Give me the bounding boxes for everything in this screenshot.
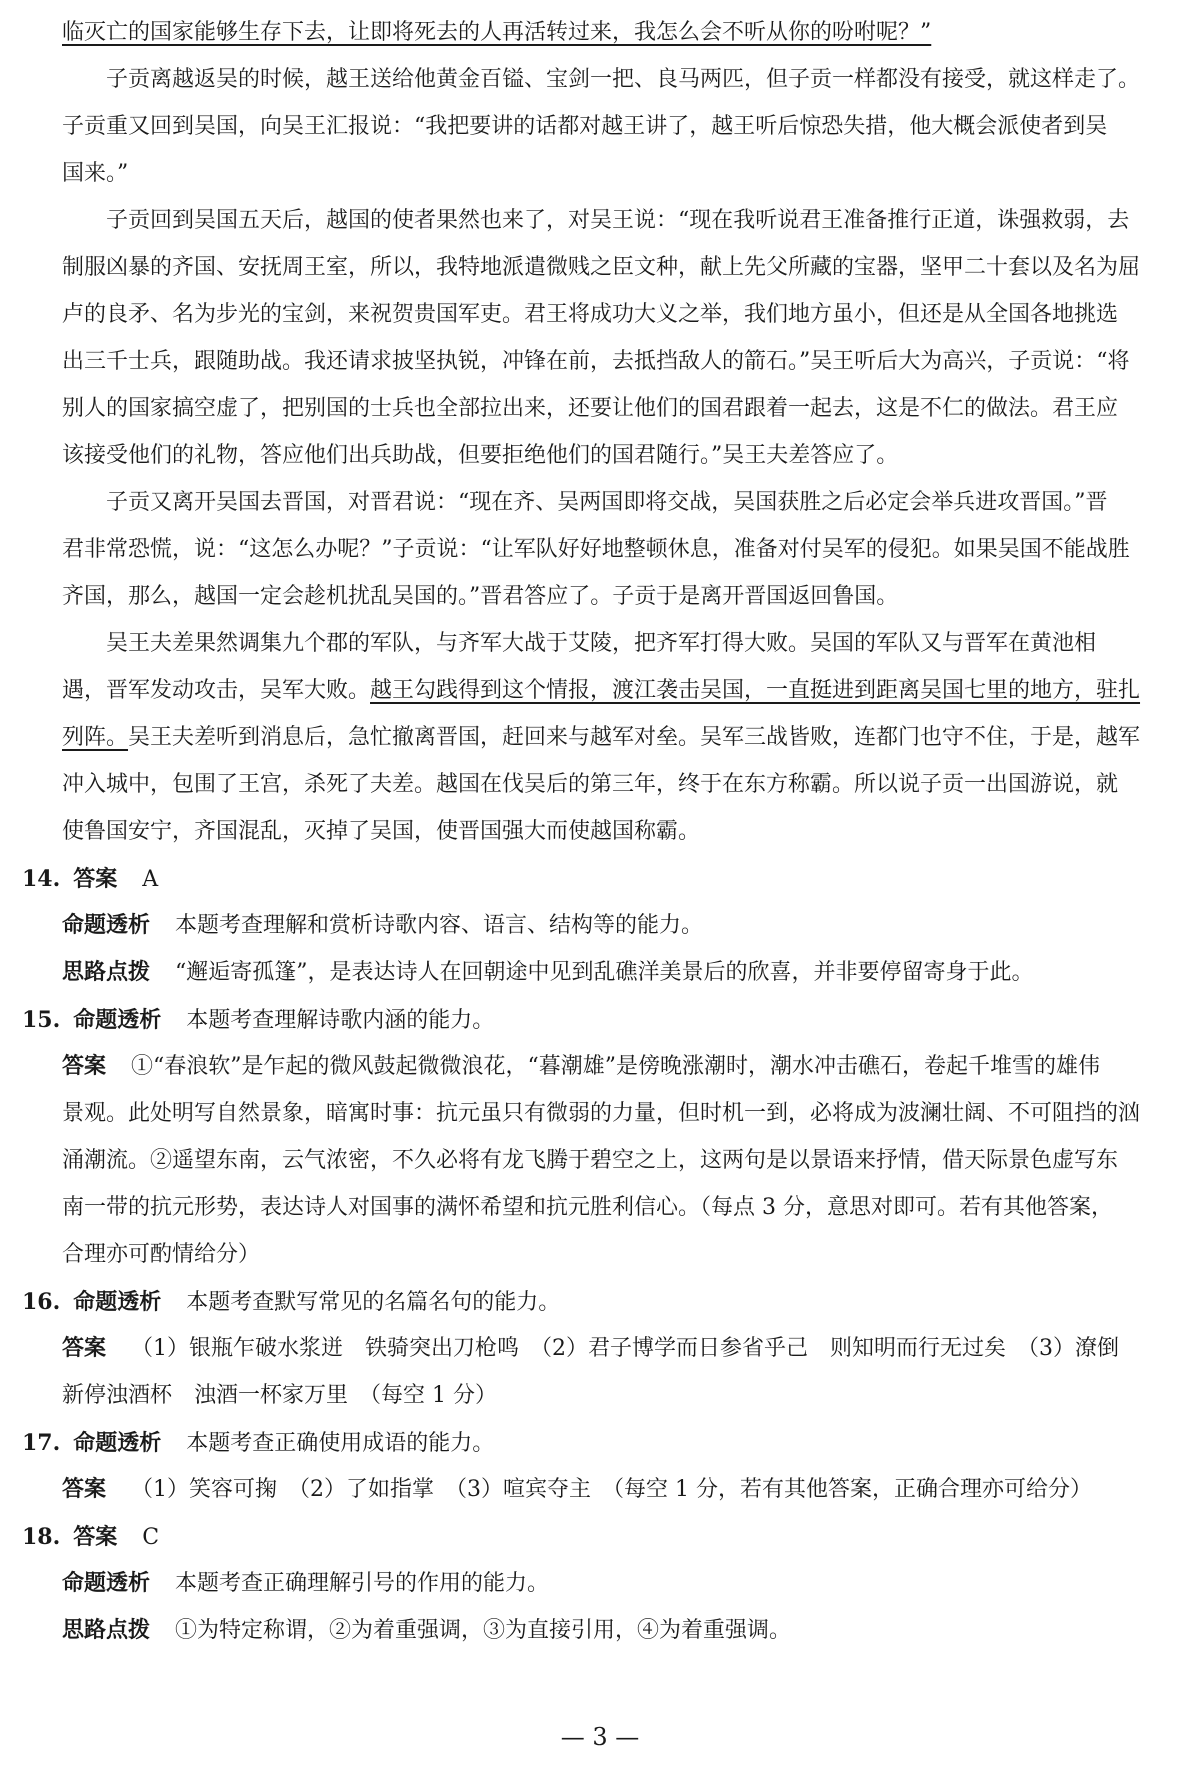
q18-hint-row [62, 1616, 791, 1646]
q16-number: 16. [22, 1289, 61, 1315]
q15-analysis-row [22, 1005, 494, 1035]
q17-answer: （1）笑容可掬 （2）了如指掌 （3）喧宾夺主 （每空 1 分，若有其他答案，正确合理亦可给分） [131, 1477, 1092, 1502]
q16-analysis: 本题考查默写常见的名篇名句的能力。 [186, 1290, 561, 1315]
passage-line-10: 该接受他们的礼物，答应他们出兵助战，但要拒绝他们的国君随行。”吴王夫差答应了。 [62, 443, 899, 468]
q14-number: 14. [22, 866, 61, 892]
q15-analysis: 本题考查理解诗歌内涵的能力。 [186, 1008, 495, 1033]
passage-line-1: 临灭亡的国家能够生存下去，让即将死去的人再活转过来，我怎么会不听从你的吩咐呢？” [62, 20, 932, 45]
q15-answer-line-1: ①“春浪软”是乍起的微风鼓起微微浪花，“暮潮雄”是傍晚涨潮时，潮水冲击礁石，卷起千堆雪的雄伟 [131, 1054, 1101, 1079]
q17-answer-label: 答案 [62, 1477, 107, 1502]
q14-analysis: 本题考查理解和赏析诗歌内容、语言、结构等的能力。 [175, 913, 704, 938]
passage-line-3: 子贡重又回到吴国，向吴王汇报说：“我把要讲的话都对越王讲了，越王听后惊恐失措，他大概会派使者到吴 [62, 114, 1108, 139]
q18-analysis: 本题考查正确理解引号的作用的能力。 [175, 1571, 550, 1596]
passage-line-4: 国来。” [62, 161, 129, 186]
page-number: — 3 — [560, 1723, 640, 1751]
q17-number: 17. [22, 1430, 61, 1456]
q14-hint: “邂逅寄孤篷”，是表达诗人在回朝途中见到乱礁洋美景后的欣喜，并非要停留寄身于此。 [175, 960, 1034, 985]
passage-line-14: 吴王夫差果然调集九个郡的军队，与齐军大战于艾陵，把齐军打得大败。吴国的军队又与晋军在黄池相 [106, 631, 1097, 656]
q18-number: 18. [22, 1524, 61, 1550]
q15-number: 15. [22, 1007, 61, 1033]
q16-answer-label: 答案 [62, 1336, 107, 1361]
passage-line-7: 卢的良矛、名为步光的宝剑，来祝贺贵国军吏。君王将成功大义之举，我们地方虽小，但还是从全国各地挑选 [62, 302, 1119, 327]
q18-hint-label: 思路点拨 [62, 1618, 151, 1643]
q14-answer-row [22, 864, 158, 894]
passage-line-17: 冲入城中，包围了王宫，杀死了夫差。越国在伐吴后的第三年，终于在东方称霸。所以说子贡一出国游说，就 [62, 772, 1119, 797]
q15-answer-line-4: 南一带的抗元形势，表达诗人对国事的满怀希望和抗元胜利信心。（每点 3 分，意思对即可。若有其他答案， [62, 1195, 1113, 1220]
q15-analysis-label: 命题透析 [73, 1008, 162, 1033]
q14-analysis-row [62, 911, 703, 941]
passage-line-11: 子贡又离开吴国去晋国，对晋君说：“现在齐、吴两国即将交战，吴国获胜之后必定会举兵进攻晋国。”晋 [106, 490, 1108, 515]
q16-answer-row [62, 1334, 1119, 1364]
passage-line-18: 使鲁国安宁，齐国混乱，灭掉了吴国，使晋国强大而使越国称霸。 [62, 819, 701, 844]
passage-line-12: 君非常恐慌，说：“这怎么办呢？”子贡说：“让军队好好地整顿休息，准备对付吴军的侵犯。如果吴国不能战胜 [62, 537, 1130, 562]
q15-answer-line-5: 合理亦可酌情给分） [62, 1242, 261, 1267]
passage-line-6: 制服凶暴的齐国、安抚周王室，所以，我特地派遣微贱之臣文种，献上先父所藏的宝器，坚甲二十套以及名为屈 [62, 255, 1141, 280]
q14-answer-label: 答案 [73, 867, 118, 892]
q18-analysis-label: 命题透析 [62, 1571, 151, 1596]
q16-answer-line-2: 新停浊酒杯 浊酒一杯家万里 （每空 1 分） [62, 1383, 497, 1408]
passage-line-2: 子贡离越返吴的时候，越王送给他黄金百镒、宝剑一把、良马两匹，但子贡一样都没有接受，就这样走了。 [106, 67, 1141, 92]
q15-answer-row [62, 1052, 1100, 1082]
q18-answer-row [22, 1522, 159, 1552]
passage-line-15-plain: 遇，晋军发动攻击，吴军大败。 [62, 678, 371, 703]
passage-line-15 [62, 676, 1140, 706]
passage-line-16 [62, 723, 1140, 753]
q17-analysis-row [22, 1428, 494, 1458]
q16-analysis-row [22, 1287, 560, 1317]
q16-analysis-label: 命题透析 [73, 1290, 162, 1315]
q18-analysis-row [62, 1569, 549, 1599]
q17-answer-row [62, 1475, 1092, 1505]
passage-line-5: 子贡回到吴国五天后，越国的使者果然也来了，对吴王说：“现在我听说君王准备推行正道，诛强救弱，去 [106, 208, 1130, 233]
q15-answer-label: 答案 [62, 1054, 107, 1079]
passage-line-9: 别人的国家搞空虚了，把别国的士兵也全部拉出来，还要让他们的国君跟着一起去，这是不仁的做法。君王应 [62, 396, 1119, 421]
passage-line-16-underlined: 列阵。 [62, 725, 129, 750]
q18-answer-label: 答案 [73, 1525, 118, 1550]
q15-answer-line-3: 涌潮流。②遥望东南，云气浓密，不久必将有龙飞腾于碧空之上，这两句是以景语来抒情，借天际景色虚写东 [62, 1148, 1119, 1173]
passage-line-8: 出三千士兵，跟随助战。我还请求披坚执锐，冲锋在前，去抵挡敌人的箭石。”吴王听后大为高兴，子贡说：“将 [62, 349, 1130, 374]
q17-analysis: 本题考查正确使用成语的能力。 [186, 1431, 495, 1456]
q18-hint: ①为特定称谓，②为着重强调，③为直接引用，④为着重强调。 [175, 1618, 792, 1643]
q14-answer: A [142, 867, 159, 892]
q14-analysis-label: 命题透析 [62, 913, 151, 938]
q18-answer: C [142, 1525, 160, 1550]
passage-line-15-underlined: 越王勾践得到这个情报，渡江袭击吴国，一直挺进到距离吴国七里的地方，驻扎 [370, 678, 1141, 703]
q14-hint-row [62, 958, 1034, 988]
q16-answer-line-1: （1）银瓶乍破水浆迸 铁骑突出刀枪鸣 （2）君子博学而日参省乎己 则知明而行无过矣 （3）潦倒 [131, 1336, 1120, 1361]
passage-line-13: 齐国，那么，越国一定会趁机扰乱吴国的。”晋君答应了。子贡于是离开晋国返回鲁国。 [62, 584, 899, 609]
passage-line-16-plain: 吴王夫差听到消息后，急忙撤离晋国，赶回来与越军对垒。吴军三战皆败，连都门也守不住，于是，越军 [128, 725, 1141, 750]
q17-analysis-label: 命题透析 [73, 1431, 162, 1456]
q15-answer-line-2: 景观。此处明写自然景象，暗寓时事：抗元虽只有微弱的力量，但时机一到，必将成为波澜壮阔、不可阻挡的汹 [62, 1101, 1141, 1126]
q14-hint-label: 思路点拨 [62, 960, 151, 985]
